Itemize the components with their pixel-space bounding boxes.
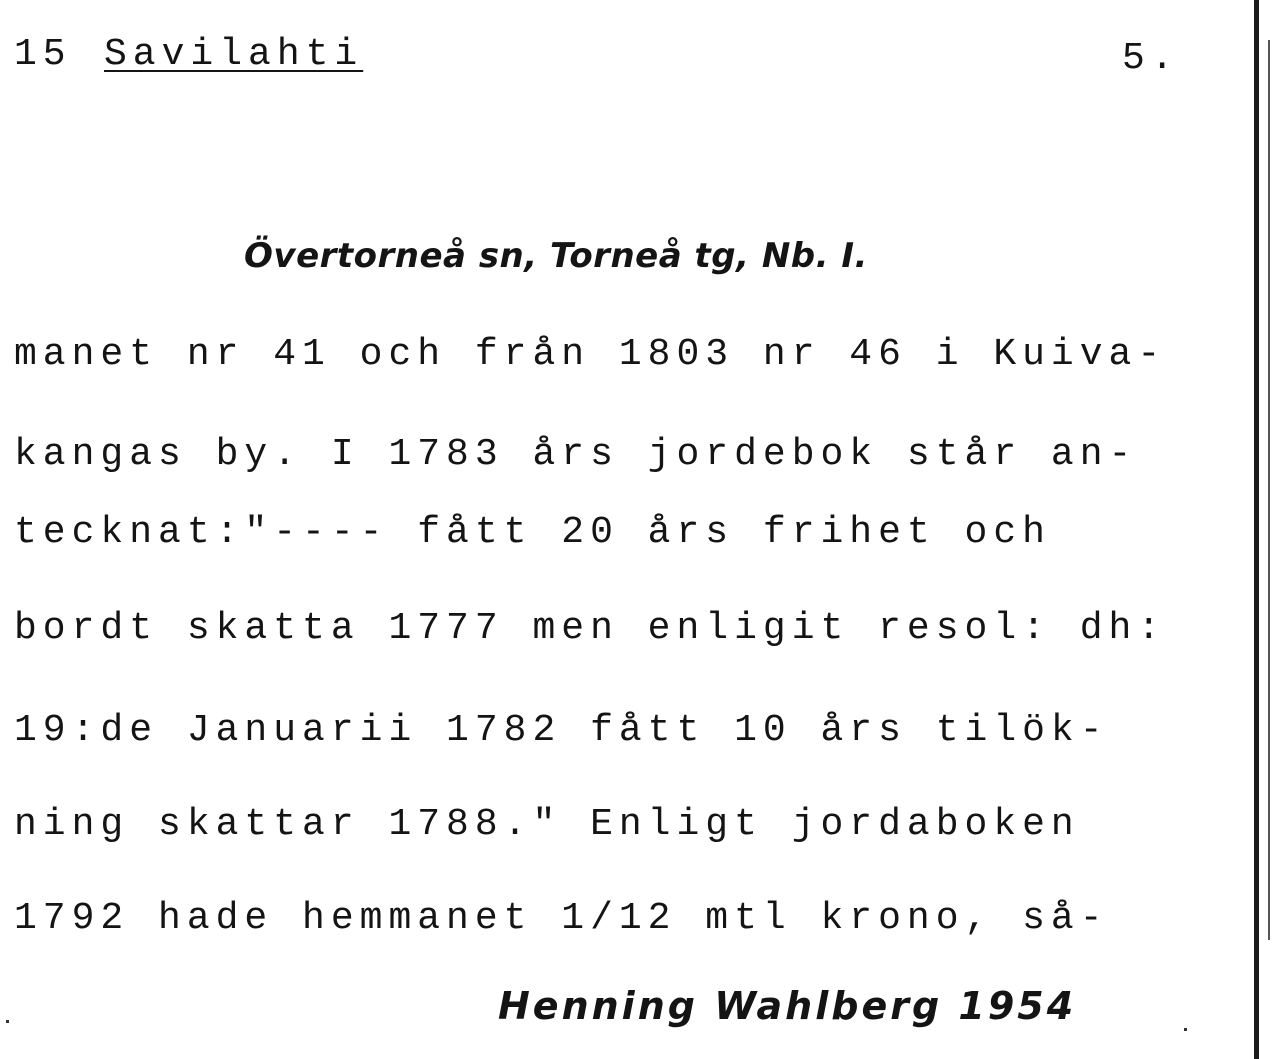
parish-heading: Övertorneå sn, Torneå tg, Nb. I. xyxy=(244,236,868,276)
body-line: tecknat:"---- fått 20 års frihet och xyxy=(14,511,1051,554)
body-line: kangas by. I 1783 års jordebok står an- xyxy=(14,433,1138,476)
place-name-title: Savilahti xyxy=(104,33,364,76)
body-line: ning skattar 1788." Enligt jordaboken xyxy=(14,803,1080,846)
page-number: 5. xyxy=(1122,37,1180,80)
scan-speck xyxy=(6,1020,9,1023)
scan-speck xyxy=(1184,1028,1187,1031)
body-line: 19:de Januarii 1782 fått 10 års tilök- xyxy=(14,709,1109,752)
body-line: manet nr 41 och från 1803 nr 46 i Kuiva- xyxy=(14,333,1167,376)
card-number: 15 xyxy=(14,33,72,76)
body-line: 1792 hade hemmanet 1/12 mtl krono, så- xyxy=(14,897,1109,940)
card-edge-line xyxy=(1254,0,1259,1059)
signature: Henning Wahlberg 1954 xyxy=(498,984,1077,1028)
card-edge-shadow xyxy=(1268,40,1270,940)
body-line: bordt skatta 1777 men enligit resol: dh: xyxy=(14,607,1167,650)
